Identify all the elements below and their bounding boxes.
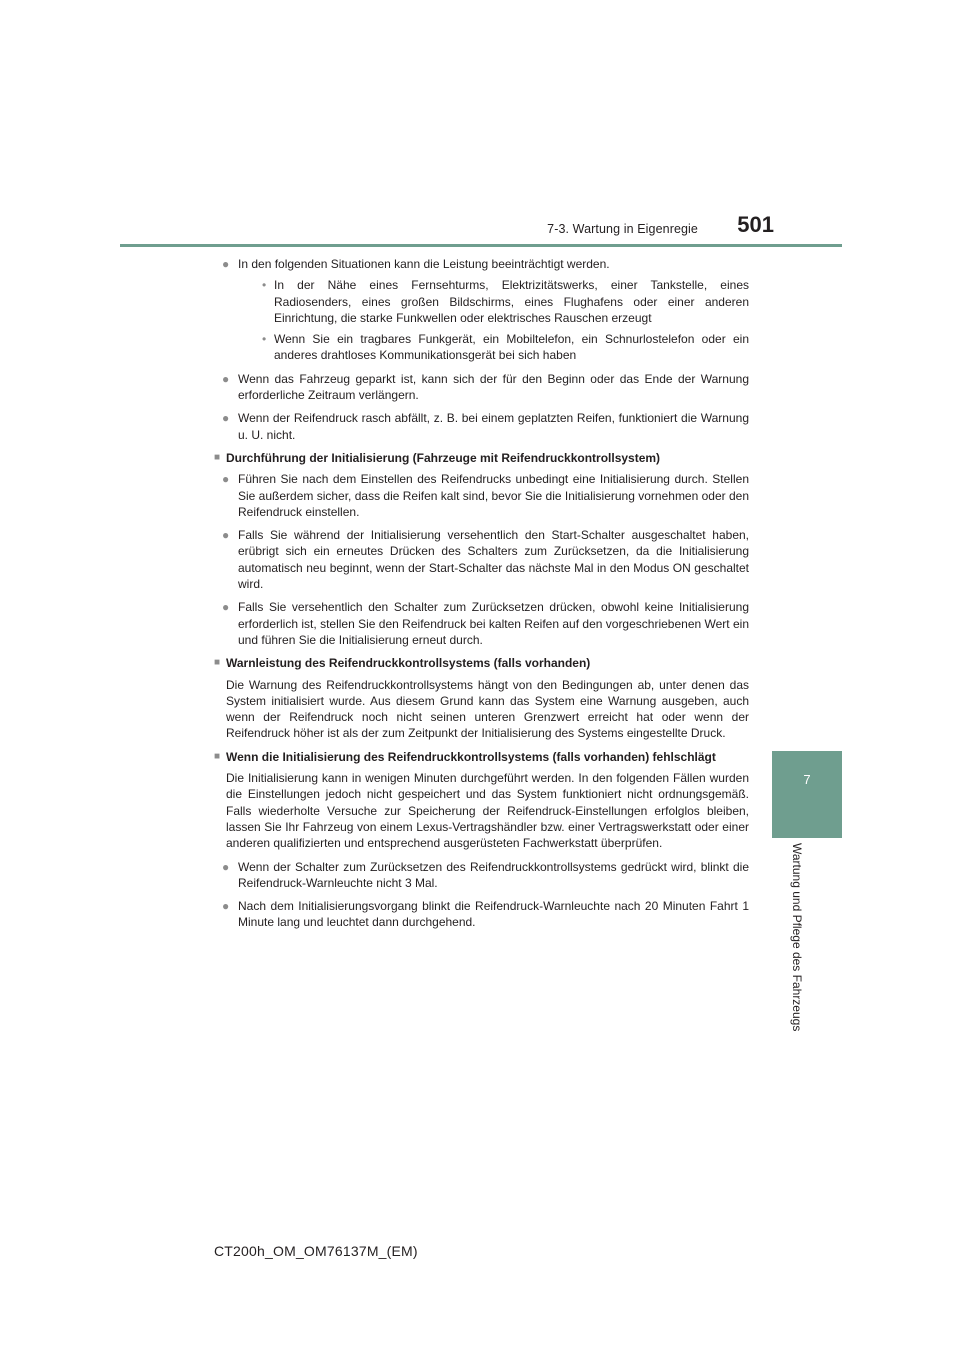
section-heading: ■ Wenn die Initialisierung des Reifendruckkontrollsystems (falls vorhanden) fehlschlägt (214, 749, 716, 764)
page-number: 501 (737, 212, 774, 237)
bullet-item: ● In den folgenden Situationen kann die Leistung beeinträchtigt werden. • In der Nähe eines Fernsehturms, Elektrizitätswerks, einer Tankstelle, eines Radiosenders, eines großen Bildschirms, eines Flughafens oder einer anderen Einrichtung, die starke Funkwellen oder elektrisches Rauschen erzeugt • Wenn Sie ein tragbares Funkgerät, ein Mobiltelefon, ein Schnurlostelefon oder ein anderes drahtloses Kommunikationsgerät bei sich haben (222, 257, 749, 363)
square-bullet-icon: ■ (214, 657, 221, 669)
page-content (214, 256, 749, 938)
bullet-item: ● Falls Sie versehentlich den Schalter zum Zurücksetzen drücken, obwohl keine Initialisierung erforderlich ist, stellen Sie den Reifendruck bei kalten Reifen auf den vorgeschriebenen Wert ein und führen Sie die Initialisierung erneut durch. (222, 600, 749, 647)
bullet-item: ● Führen Sie nach dem Einstellen des Reifendrucks unbedingt eine Initialisierung durch. Stellen Sie außerdem sicher, dass die Reifen kalt sind, bevor Sie die Initialisierung vornehmen oder den Reifendruck einstellen. (222, 472, 749, 519)
bullet-dot-icon: ● (222, 859, 230, 874)
chapter-number: 7 (803, 772, 811, 787)
document-code: CT200h_OM_OM76137M_(EM) (214, 1243, 418, 1259)
bullet-item: ● Wenn das Fahrzeug geparkt ist, kann sich der für den Beginn oder das Ende der Warnung erforderliche Zeitraum verlängern. (222, 371, 749, 403)
square-bullet-icon: ■ (214, 750, 221, 762)
section-title: 7-3. Wartung in Eigenregie (547, 222, 698, 236)
bullet-dot-icon: ● (222, 899, 230, 914)
bullet-dot-icon: ● (222, 528, 230, 543)
sub-bullet-icon: • (262, 332, 267, 347)
bullet-dot-icon: ● (222, 371, 230, 386)
sub-item: • In der Nähe eines Fernsehturms, Elektrizitätswerks, einer Tankstelle, eines Radiosenders, eines großen Bildschirms, eines Flughafens oder einer anderen Einrichtung, die starke Funkwellen oder elektrisches Rauschen erzeugt (262, 278, 749, 325)
chapter-tab (772, 751, 842, 838)
square-bullet-icon: ■ (214, 451, 221, 463)
sub-item: • Wenn Sie ein tragbares Funkgerät, ein Mobiltelefon, ein Schnurlostelefon oder ein anderes drahtloses Kommunikationsgerät bei sich haben (262, 332, 749, 363)
bullet-item: ● Nach dem Initialisierungsvorgang blinkt die Reifendruck-Warnleuchte nach 20 Minuten Fahrt 1 Minute lang und leuchtet dann durchgehend. (222, 899, 749, 930)
paragraph: Die Initialisierung kann in wenigen Minuten durchgeführt werden. In den folgenden Fällen wurden die Einstellungen jedoch nicht gespeichert und das System funktioniert nicht ordnungsgemäß. Falls wiederholte Versuche zur Speicherung der Reifendruck-Einstellungen erfolglos bleiben, lassen Sie Ihr Fahrzeug von einem Lexus-Vertragshändler bzw. einer Vertragswerkstatt oder einer anderen qualifizierten und entsprechend ausgerüsteten Fachwerkstatt überprüfen. (226, 771, 749, 851)
section-heading: ■ Warnleistung des Reifendruckkontrollsystems (falls vorhanden) (214, 656, 591, 671)
bullet-dot-icon: ● (222, 600, 230, 615)
bullet-item: ● Falls Sie während der Initialisierung versehentlich den Start-Schalter ausgeschaltet haben, erübrigt sich ein erneutes Drücken des Schalters zum Zurücksetzen, da die Initialisierung automatisch neu beginnt, wenn der Start-Schalter das nächste Mal in den Modus ON geschaltet wird. (222, 528, 749, 592)
chapter-title: Wartung und Pflege des Fahrzeugs (790, 843, 804, 1032)
bullet-dot-icon: ● (222, 411, 230, 426)
paragraph: Die Warnung des Reifendruckkontrollsystems hängt von den Bedingungen ab, unter denen das System initialisiert wurde. Aus diesem Grund kann das System eine Warnung ausgeben, auch wenn der Reifendruck noch nicht seinen unteren Grenzwert erreicht hat oder wenn der Reifendruck höher ist als der zum Zeitpunkt der Initialisierung des Systems eingestellte Druck. (226, 677, 749, 741)
sub-bullet-icon: • (262, 278, 267, 293)
section-heading: ■ Durchführung der Initialisierung (Fahrzeuge mit Reifendruckkontrollsystem) (214, 450, 661, 465)
bullet-item: ● Wenn der Schalter zum Zurücksetzen des Reifendruckkontrollsystems gedrückt wird, blinkt die Reifendruck-Warnleuchte nicht 3 Mal. (222, 859, 749, 890)
header-rule (120, 244, 842, 247)
bullet-dot-icon: ● (222, 257, 230, 271)
bullet-dot-icon: ● (222, 472, 230, 487)
bullet-item: ● Wenn der Reifendruck rasch abfällt, z. B. bei einem geplatzten Reifen, funktioniert die Warnung u. U. nicht. (222, 411, 749, 442)
page-header (520, 212, 774, 240)
